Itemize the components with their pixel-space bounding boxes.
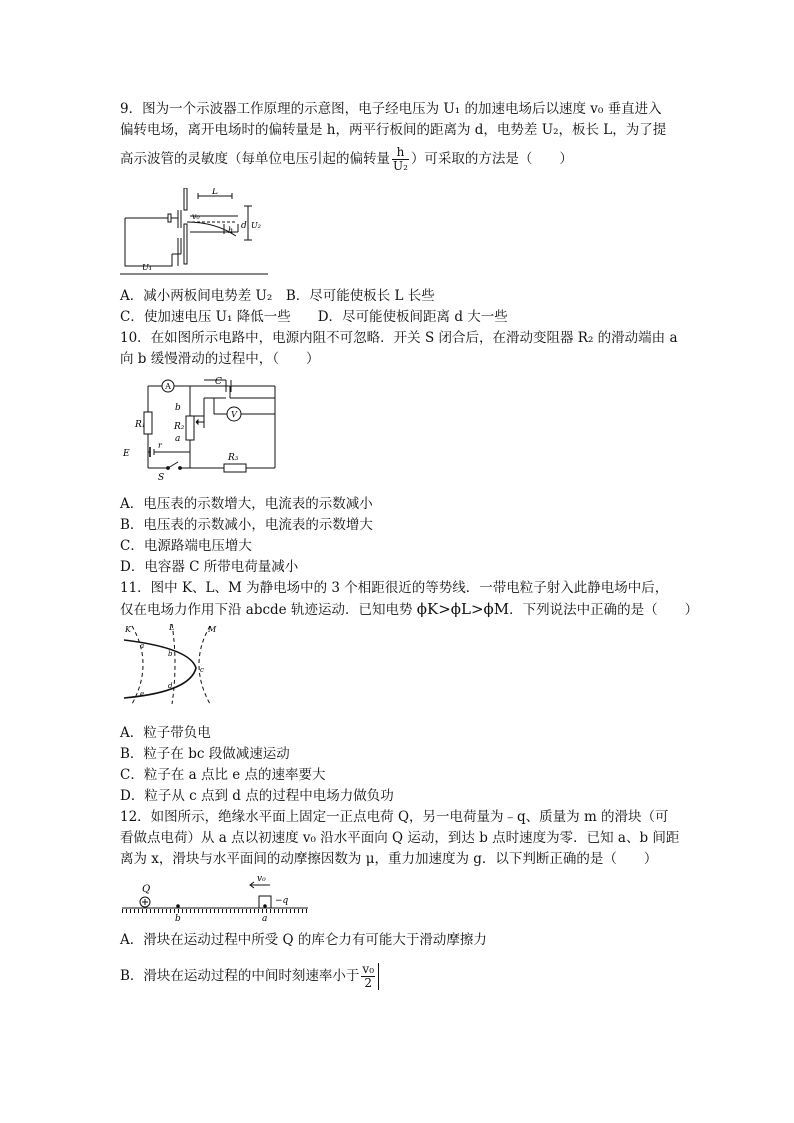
q9-label-h: h <box>228 226 234 235</box>
q11-label-M: M <box>208 625 217 634</box>
q12-point-b-dot <box>176 904 180 908</box>
q12-label-v0: v₀ <box>257 874 266 884</box>
q11-potential-relation: ϕK>ϕL>ϕM <box>416 600 510 618</box>
q11-stem-line2-pre: 仅在电场力作用下沿 abcde 轨迹运动．已知电势 <box>120 602 417 618</box>
q10-ammeter-icon: A <box>165 382 171 391</box>
q9-stem-line3-pre: 高示波管的灵敏度（每单位电压引起的偏转量 <box>120 151 390 167</box>
q10-label-R3: R₃ <box>228 453 239 463</box>
q11-option-b: B．粒子在 bc 段做减速运动 <box>120 746 290 762</box>
q9-option-d: D．尽可能使板间距离 d 大一些 <box>317 309 508 325</box>
q12-label-Q: Q <box>142 884 151 895</box>
q11-option-a: A．粒子带负电 <box>120 725 211 741</box>
q11-label-d: d <box>168 682 173 690</box>
q11-stem-line1: 11．图中 K、L、M 为静电场中的 3 个相距很近的等势线．一带电粒子射入此静电场中后， <box>120 580 669 596</box>
q12-stem-line1: 12．如图所示，绝缘水平面上固定一正点电荷 Q，另一电荷量为﹣q、质量为 m 的滑块（可 <box>120 809 669 825</box>
q11-label-b: b <box>168 650 173 658</box>
q10-label-S: S <box>158 473 165 482</box>
q11-label-e: e <box>140 690 145 698</box>
q10-option-b: B．电压表的示数减小，电流表的示数增大 <box>120 517 373 533</box>
q12-fraction <box>361 963 379 990</box>
q12-stem-line3: 离为 x，滑块与水平面间的动摩擦因数为 μ，重力加速度为 g．以下判断正确的是（ ） <box>120 851 658 867</box>
q9-label-v0: v₀ <box>192 212 200 221</box>
q10-label-a: a <box>175 434 181 444</box>
q12-fraction-den: 2 <box>364 976 373 990</box>
q9-stem-line3-post: ）可采取的方法是（ ） <box>410 151 573 167</box>
q12-label-b: b <box>175 914 181 922</box>
q9-option-b: B．尽可能使板长 L 长些 <box>285 288 435 304</box>
q9-stem-line1: 9．图为一个示波器工作原理的示意图，电子经电压为 U₁ 的加速电场后以速度 v₀ 垂直进入 <box>120 101 662 117</box>
q10-label-R1: R₁ <box>135 420 146 430</box>
q12-option-b <box>120 963 381 990</box>
q9-label-L: L <box>212 188 218 197</box>
q10-circuit-diagram <box>118 376 278 482</box>
q9-option-a: A．减小两板间电势差 U₂ <box>120 288 273 304</box>
q11-stem-line2 <box>120 600 698 619</box>
q12-option-b-text: B．滑块在运动过程的中间时刻速率小于 <box>120 968 360 984</box>
q9-label-U1: U₁ <box>142 263 152 272</box>
q10-option-d: D．电容器 C 所带电荷量减小 <box>120 559 299 575</box>
q10-label-C: C <box>215 377 222 387</box>
q12-option-a: A．滑块在运动过程中所受 Q 的库仑力有可能大于滑动摩擦力 <box>120 932 487 948</box>
q9-fraction <box>392 146 409 173</box>
q11-option-c: C．粒子在 a 点比 e 点的速率要大 <box>120 767 326 783</box>
q12-label-neg-q: −q <box>275 896 289 906</box>
q9-oscilloscope-diagram <box>120 188 270 280</box>
q12-fraction-num: v₀ <box>362 962 375 976</box>
q9-options-row2 <box>120 308 508 326</box>
q10-label-r: r <box>158 441 162 450</box>
q12-stem-line2: 看做点电荷）从 a 点以初速度 v₀ 沿水平面向 Q 运动，到达 b 点时速度为零．已知 a、b 间距 <box>120 830 680 846</box>
q10-stem-line1: 10．在如图所示电路中，电源内阻不可忽略．开关 S 闭合后，在滑动变阻器 R₂ 的滑动端由 a <box>120 330 678 346</box>
q11-label-L: L <box>169 623 175 632</box>
q11-label-c: c <box>200 666 204 674</box>
q9-options-row1 <box>120 287 435 305</box>
q12-slider-diagram <box>120 870 310 922</box>
q9-stem-line3 <box>120 146 573 173</box>
q11-equipotential-diagram <box>120 622 222 706</box>
q11-label-a: a <box>140 642 145 650</box>
q12-label-a: a <box>262 914 268 922</box>
q12-point-a-dot <box>263 904 267 908</box>
q10-voltmeter-icon: V <box>231 410 237 419</box>
q9-stem-line2: 偏转电场，离开电场时的偏转量是 h，两平行板间的距离为 d，电势差 U₂，板长 L，为了提 <box>120 122 667 138</box>
q10-label-E: E <box>123 449 130 459</box>
q10-stem-line2: 向 b 缓慢滑动的过程中，（ ） <box>120 351 320 367</box>
q9-fraction-den: U₂ <box>393 159 408 173</box>
q10-label-b: b <box>175 403 181 413</box>
q11-option-d: D．粒子从 c 点到 d 点的过程中电场力做负功 <box>120 788 394 804</box>
q9-label-U2: U₂ <box>251 221 261 230</box>
q10-option-a: A．电压表的示数增大，电流表的示数减小 <box>120 496 373 512</box>
q11-label-K: K <box>125 625 131 634</box>
q10-label-R2: R₂ <box>174 422 185 432</box>
q9-label-d: d <box>241 221 247 231</box>
q10-option-c: C．电源路端电压增大 <box>120 538 252 554</box>
q11-stem-line2-post: ．下列说法中正确的是（ ） <box>509 602 699 618</box>
q9-option-c: C．使加速电压 U₁ 降低一些 <box>120 309 291 325</box>
q9-fraction-num: h <box>392 146 409 160</box>
